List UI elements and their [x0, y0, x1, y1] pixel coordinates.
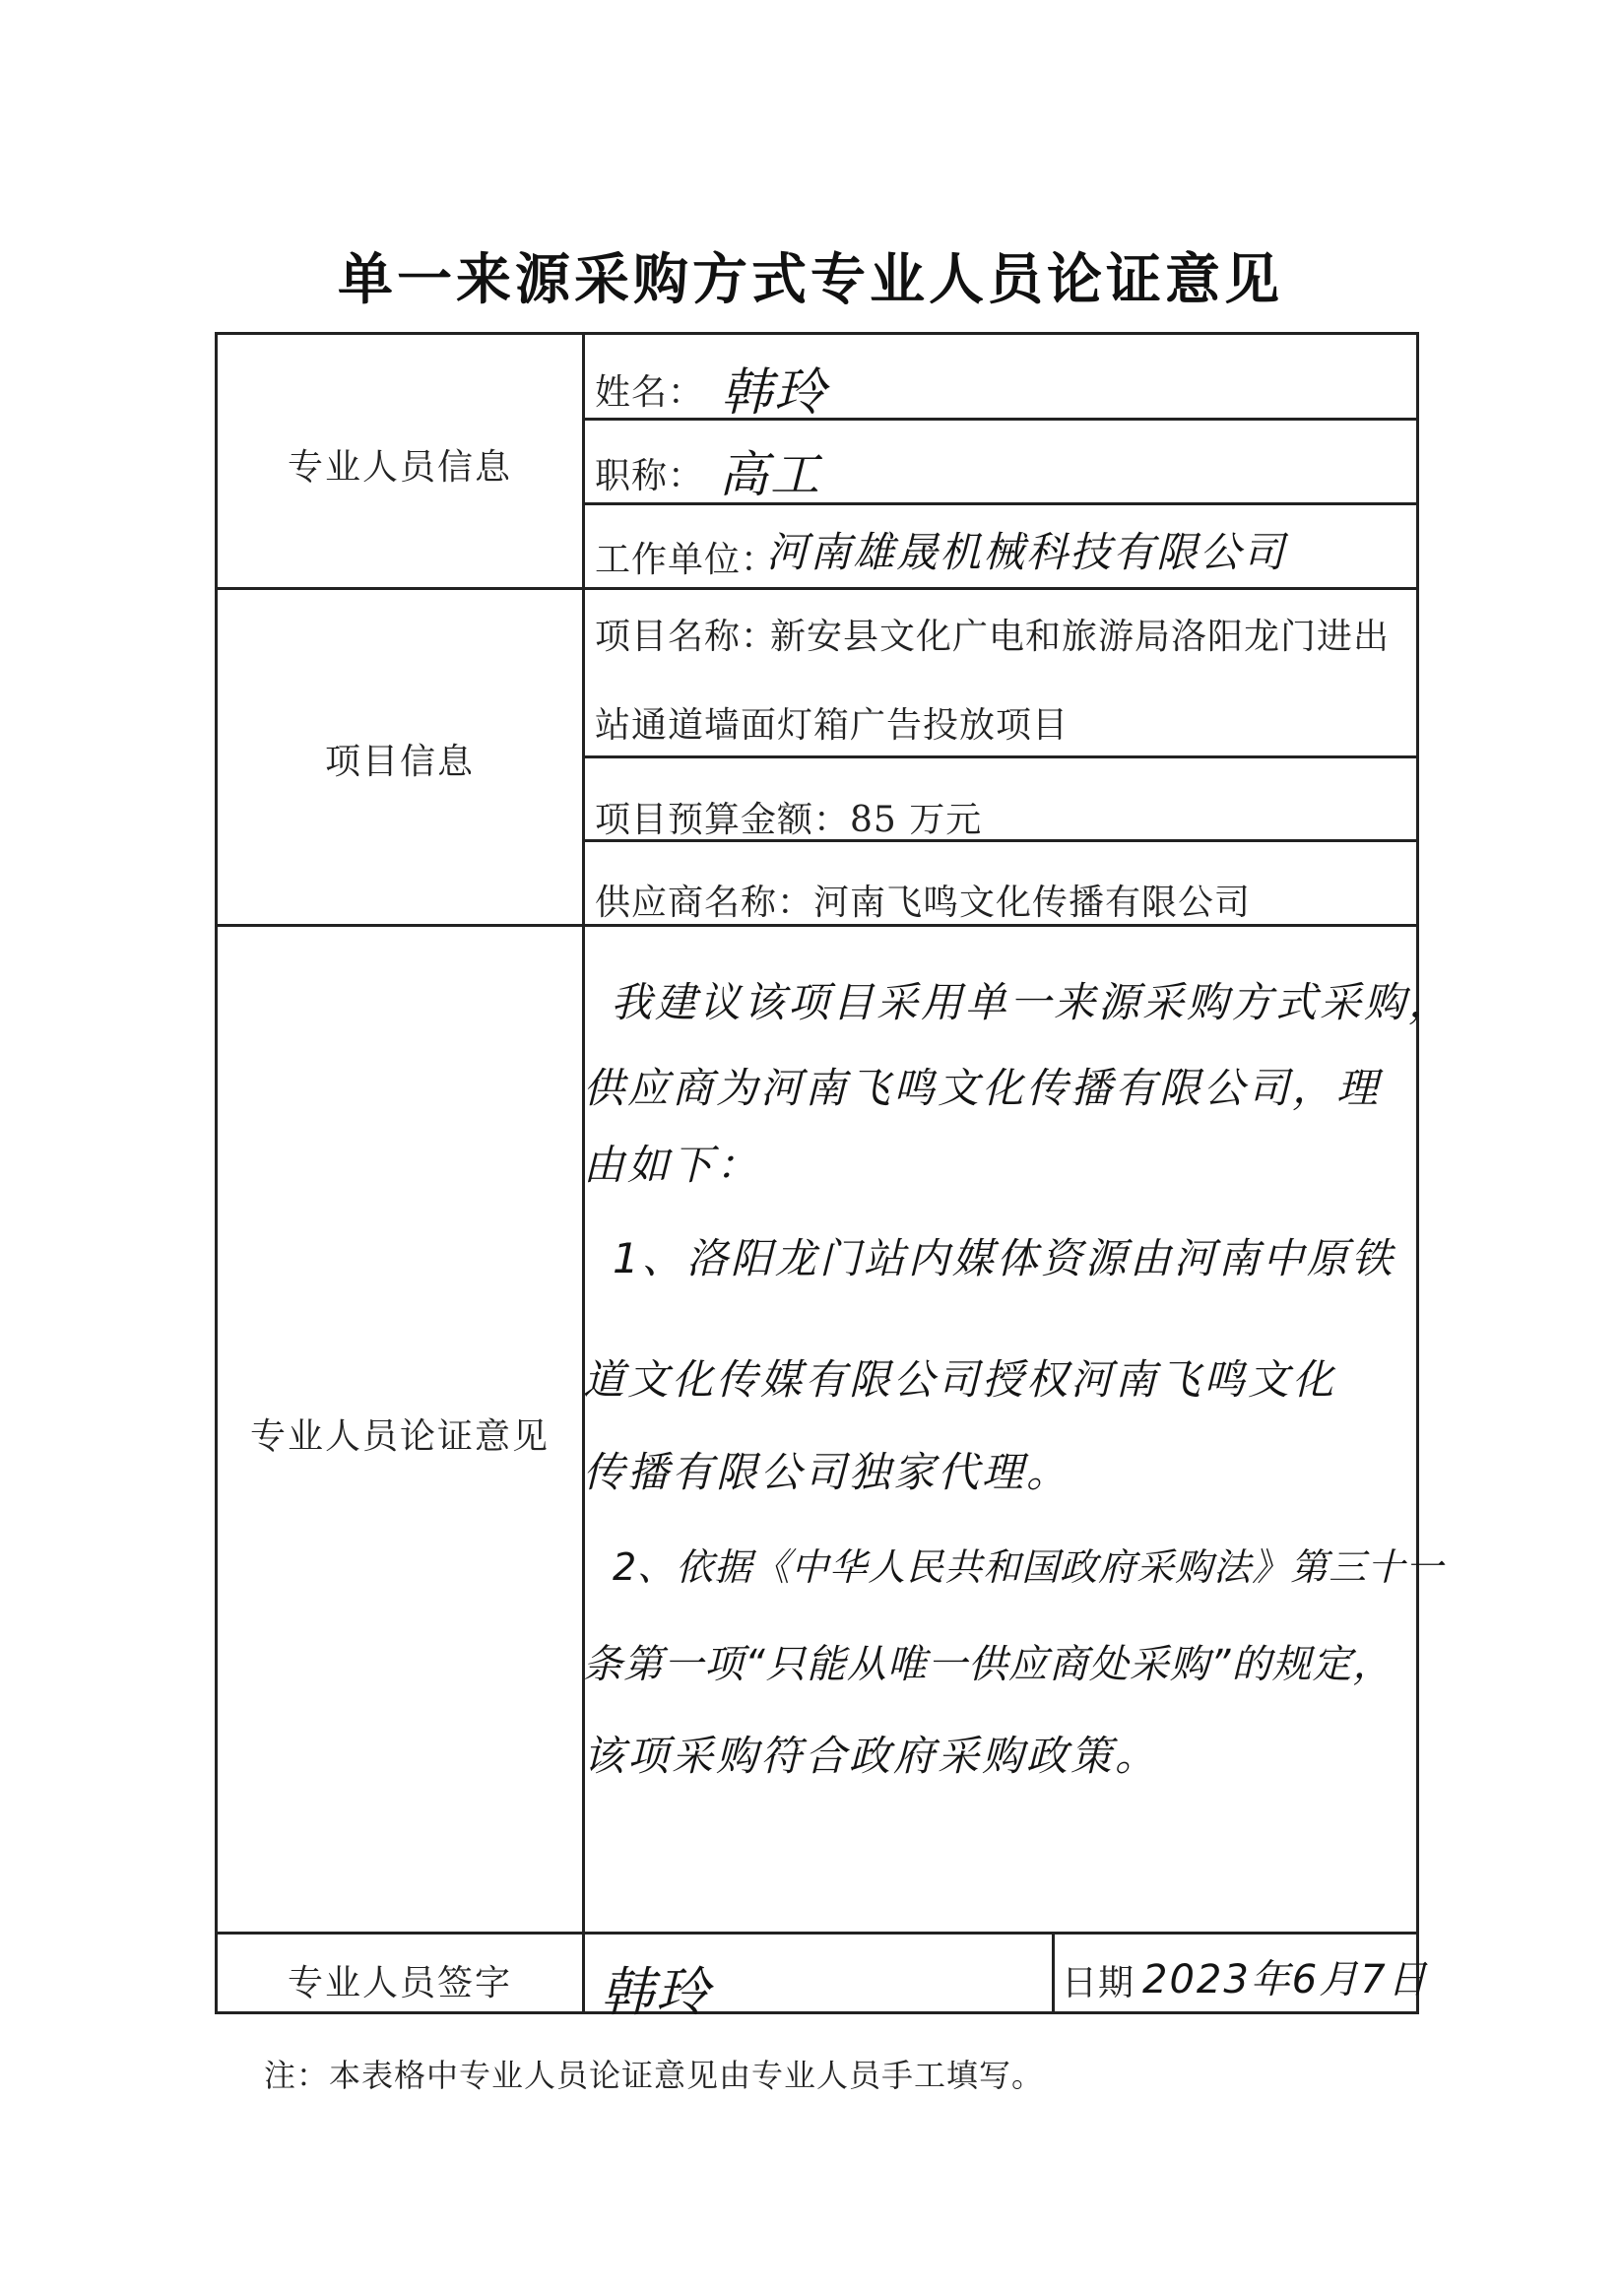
- name-value: 韩玲: [721, 363, 828, 423]
- supplier-name: 供应商名称：河南飞鸣文化传播有限公司: [595, 883, 1252, 923]
- opinion-line: 条第一项“只能从唯一供应商处采购”的规定，: [583, 1642, 1394, 1687]
- section-divider: [218, 587, 1419, 590]
- date-label: 日期: [1062, 1963, 1135, 2003]
- row-divider: [582, 418, 1419, 421]
- employer-label: 工作单位：: [595, 540, 778, 580]
- title-value: 高工: [719, 446, 821, 503]
- section-label-personnel: 专业人员信息: [287, 447, 512, 488]
- section-divider: [218, 1932, 1419, 1935]
- project-budget: 项目预算金额：85 万元: [595, 800, 983, 840]
- row-divider: [582, 502, 1419, 505]
- name-label: 姓名：: [595, 372, 705, 413]
- title-label: 职称：: [595, 456, 705, 496]
- section-label-opinion: 专业人员论证意见: [249, 1416, 550, 1457]
- section-label-project: 项目信息: [324, 742, 475, 782]
- project-name-value-line1: 新安县文化广电和旅游局洛阳龙门进出: [770, 617, 1391, 657]
- signature-divider: [1052, 1935, 1055, 2014]
- employer-value: 河南雄晟机械科技有限公司: [766, 528, 1287, 576]
- opinion-line: 由如下：: [583, 1141, 761, 1189]
- project-name-label: 项目名称：: [595, 617, 778, 657]
- opinion-line: 供应商为河南飞鸣文化传播有限公司，理: [583, 1064, 1382, 1112]
- document-title: 单一来源采购方式专业人员论证意见: [338, 248, 1283, 312]
- opinion-line: 我建议该项目采用单一来源采购方式采购，: [611, 978, 1454, 1026]
- row-divider: [582, 755, 1419, 758]
- section-label-signature: 专业人员签字: [287, 1963, 512, 2003]
- opinion-line: 传播有限公司独家代理。: [583, 1448, 1071, 1496]
- project-name-value-line2: 站通道墙面灯箱广告投放项目: [595, 705, 1070, 746]
- opinion-line: 2、依据《中华人民共和国政府采购法》第三十一: [613, 1545, 1445, 1589]
- footnote: 注：本表格中专业人员论证意见由专业人员手工填写。: [264, 2057, 1045, 2094]
- date-value: 2023年6月7日: [1142, 1957, 1429, 2002]
- signer-signature: 韩玲: [601, 1961, 711, 2023]
- opinion-line: 该项采购符合政府采购政策。: [583, 1732, 1160, 1780]
- opinion-line: 1、洛阳龙门站内媒体资源由河南中原铁: [613, 1234, 1395, 1282]
- opinion-line: 道文化传媒有限公司授权河南飞鸣文化: [583, 1355, 1337, 1404]
